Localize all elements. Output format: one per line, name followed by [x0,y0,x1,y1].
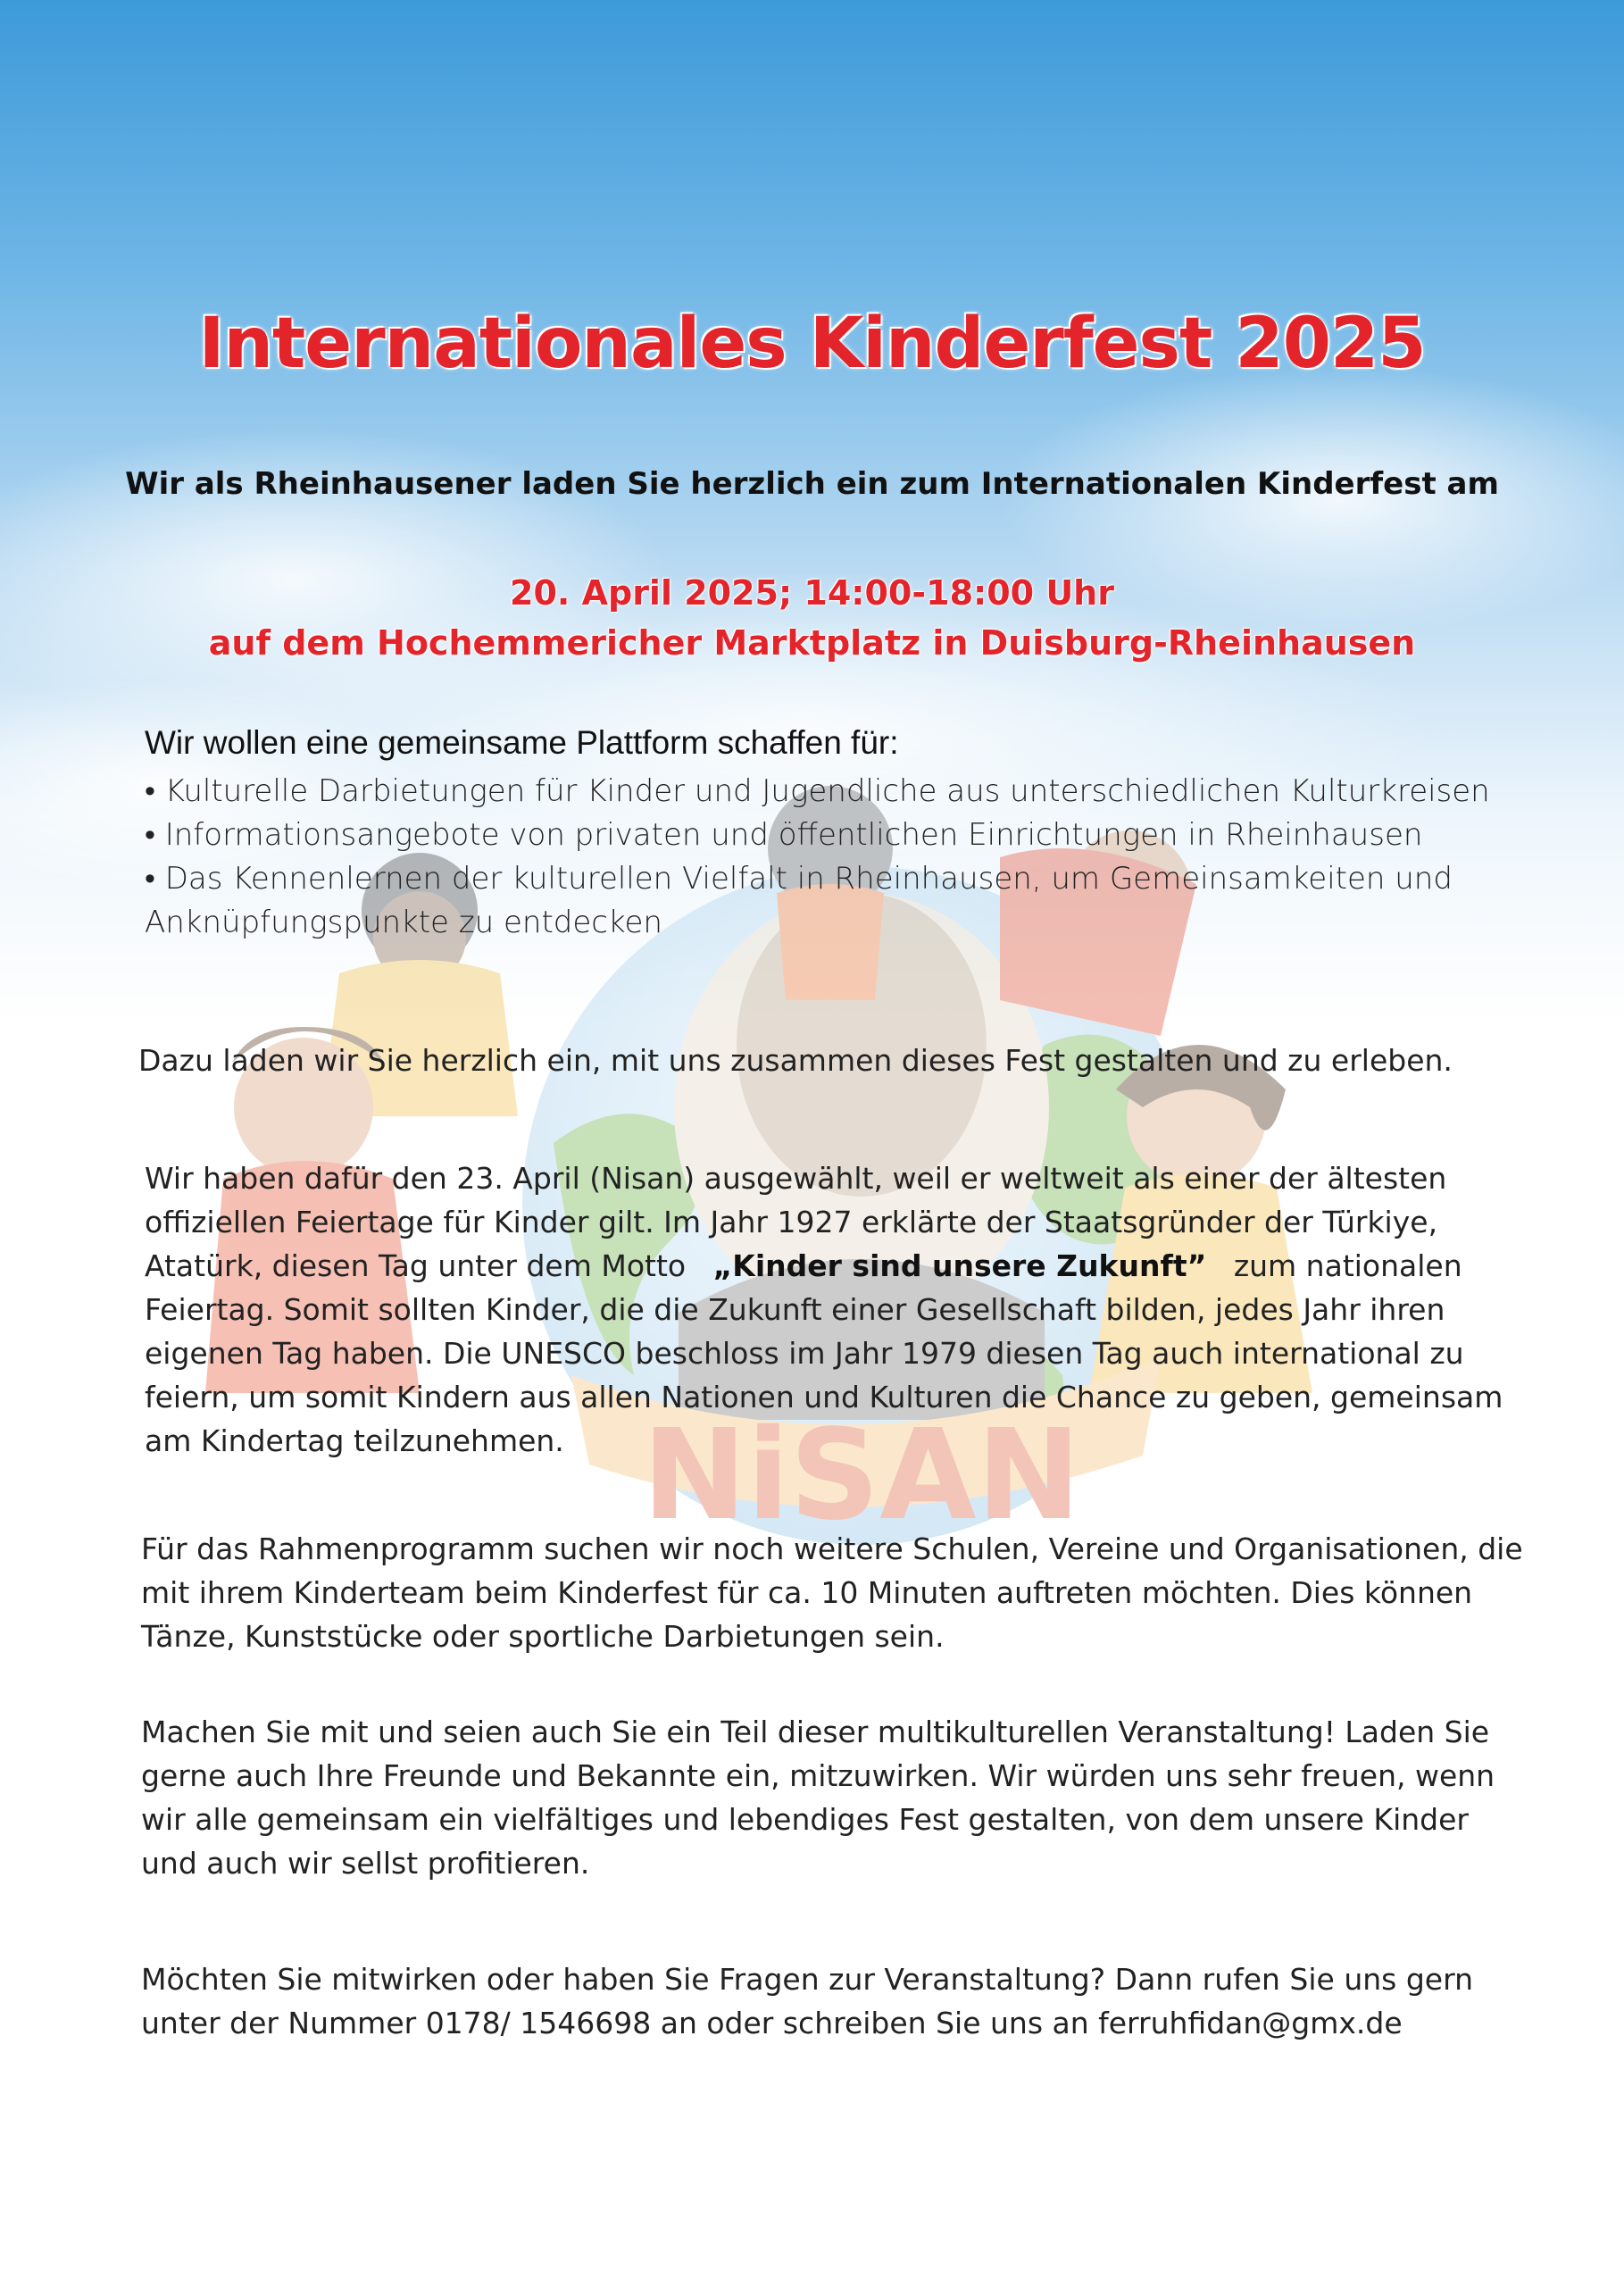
intro-paragraph: Dazu laden wir Sie herzlich ein, mit uns zusammen dieses Fest gestalten und zu erleben. [138,1043,1453,1078]
history-text-before: Wir haben dafür den 23. April (Nisan) ausgewählt, weil er weltweit als einer der ältesten offiziellen Feiertage für Kinder gilt. Im Jahr 1927 erklärte der Staatsgründer der Türkiye, Atatürk, diesen Tag unter dem Motto [145,1161,1447,1283]
invite-line: Wir als Rheinhausener laden Sie herzlich ein zum Internationalen Kinderfest am [125,466,1499,502]
platform-heading: Wir wollen eine gemeinsame Plattform schaffen für: [145,724,899,761]
motto: „Kinder sind unsere Zukunft” [712,1248,1207,1283]
event-place: auf dem Hochemmericher Marktplatz in Duisburg-Rheinhausen [208,623,1416,663]
history-text-after: zum nationalen Feiertag. Somit sollten Kinder, die die Zukunft einer Gesellschaft bilden, jedes Jahr ihren eigenen Tag haben. Die UNESCO beschloss im Jahr 1979 diesen Tag auch international zu feiern, um somit Kindern aus allen Nationen und Kulturen die Chance zu geben, gemeinsam am Kindertag teilzunehmen. [145,1248,1503,1458]
list-item: • Kulturelle Darbietungen für Kinder und Jugendliche aus unterschiedlichen Kulturkreisen [145,770,1537,814]
contact-paragraph: Möchten Sie mitwirken oder haben Sie Fragen zur Veranstaltung? Dann rufen Sie uns gern unter der Nummer 0178/ 1546698 an oder schreiben Sie uns an ferruhfidan@gmx.de [141,1962,1474,2040]
platform-list [145,770,1537,945]
event-date: 20. April 2025; 14:00-18:00 Uhr [510,573,1114,613]
page-title: Internationales Kinderfest 2025 [198,304,1426,384]
history-paragraph [145,1156,1524,1463]
list-item: • Informationsangebote von privaten und öffentlichen Einrichtungen in Rheinhausen [145,814,1537,857]
list-item: • Das Kennenlernen der kulturellen Vielfalt in Rheinhausen, um Gemeinsamkeiten und Anknüpfungspunkte zu entdecken [145,857,1537,945]
event-details [0,568,1624,668]
svg-text:NiSAN: NiSAN [642,1403,1081,1548]
program-paragraph: Für das Rahmenprogramm suchen wir noch weitere Schulen, Vereine und Organisationen, die mit ihrem Kinderteam beim Kinderfest für ca. 10 Minuten auftreten möchten. Dies können Tänze, Kunststücke oder sportliche Darbietungen sein. [141,1531,1523,1654]
join-paragraph: Machen Sie mit und seien auch Sie ein Teil dieser multikulturellen Veranstaltung! Laden Sie gerne auch Ihre Freunde und Bekannte ein, mitzuwirken. Wir würden uns sehr freuen, wenn wir alle gemeinsam ein vielfältiges und lebendiges Fest gestalten, von dem unsere Kinder und auch wir sellst profitieren. [141,1715,1495,1881]
